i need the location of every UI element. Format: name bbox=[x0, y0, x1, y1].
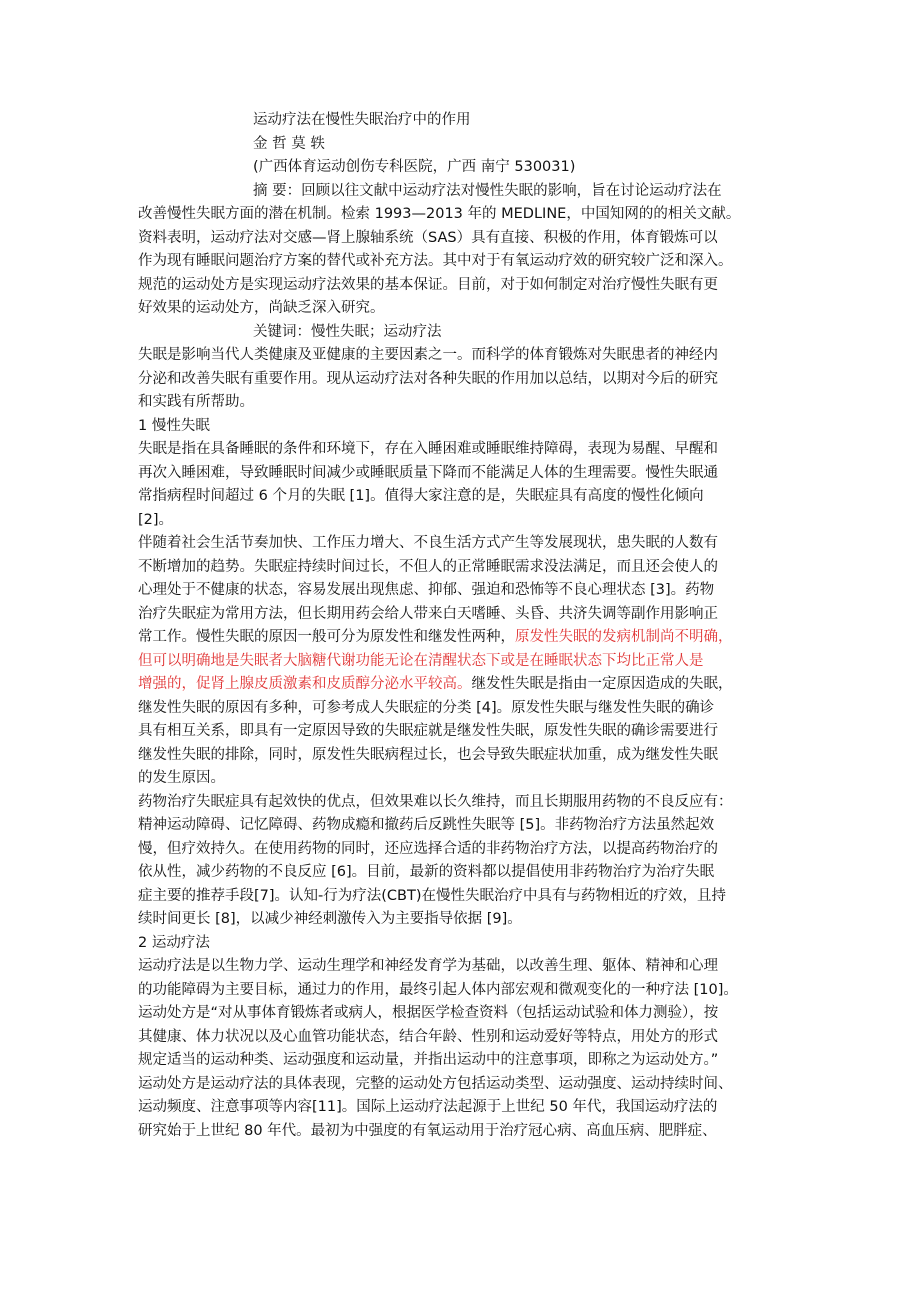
text-line: 继发性失眠的排除，同时，原发性失眠病程过长，也会导致失眠症状加重，成为继发性失眠 bbox=[138, 746, 718, 763]
text-line: 再次入睡困难，导致睡眠时间减少或睡眠质量下降而不能满足人体的生理需要。慢性失眠通 bbox=[138, 464, 718, 481]
text-line: 分泌和改善失眠有重要作用。现从运动疗法对各种失眠的作用加以总结，以期对今后的研究 bbox=[138, 370, 718, 387]
text-line: 失眠是影响当代人类健康及亚健康的主要因素之一。而科学的体育锻炼对失眠患者的神经内 bbox=[138, 347, 718, 363]
text-line: 常指病程时间超过 6 个月的失眠 [1]。值得大家注意的是，失眠症具有高度的慢性化倾向 bbox=[138, 488, 704, 504]
abstract-line: 规范的运动处方是实现运动疗法效果的基本保证。目前，对于如何制定对治疗慢性失眠有更 bbox=[138, 276, 718, 293]
text-line: 药物治疗失眠症具有起效快的优点，但效果难以长久维持，而且长期服用药物的不良反应有： bbox=[138, 793, 733, 810]
text-line: 的发生原因。 bbox=[138, 770, 225, 786]
text-line: 继发性失眠的原因有多种，可参考成人失眠症的分类 [4]。原发性失眠与继发性失眠的确诊 bbox=[138, 699, 715, 716]
text-line: 症主要的推荐手段[7]。认知-行为疗法(CBT)在慢性失眠治疗中具有与药物相近的疗效，且持 bbox=[138, 887, 727, 904]
text-line: 其健康、体力状况以及心血管功能状态，结合年龄、性别和运动爱好等特点，用处方的形式 bbox=[138, 1028, 718, 1045]
section2-paragraph-1 bbox=[138, 955, 783, 1143]
text-line: 具有相互关系，即具有一定原因导致的失眠症就是继发性失眠，原发性失眠的确诊需要进行 bbox=[138, 723, 718, 739]
abstract-line: 改善慢性失眠方面的潜在机制。检索 1993—2013 年的 MEDLINE，中国知网的的相关文献。 bbox=[138, 206, 741, 222]
keywords: 关键词：慢性失眠；运动疗法 bbox=[253, 323, 442, 340]
section1-paragraph-1 bbox=[138, 438, 783, 532]
text-line: 运动处方是运动疗法的具体表现，完整的运动处方包括运动类型、运动强度、运动持续时间、 bbox=[138, 1075, 733, 1092]
paper-affiliation: (广西体育运动创伤专科医院，广西 南宁 530031) bbox=[253, 159, 576, 175]
text-line: 精神运动障碍、记忆障碍、药物成瘾和撤药后反跳性失眠等 [5]。非药物治疗方法虽然起效 bbox=[138, 817, 715, 833]
abstract bbox=[138, 180, 783, 345]
text-line: 依从性，减少药物的不良反应 [6]。目前，最新的资料都以提倡使用非药物治疗为治疗失眠 bbox=[138, 864, 715, 880]
highlighted-text: 但可以明确地是失眠者大脑糖代谢功能无论在清醒状态下或是在睡眠状态下均比正常人是 bbox=[138, 652, 704, 669]
paper-title: 运动疗法在慢性失眠治疗中的作用 bbox=[253, 112, 471, 128]
abstract-line: 好效果的运动处方，尚缺乏深入研究。 bbox=[138, 300, 385, 316]
text-line: 运动疗法是以生物力学、运动生理学和神经发育学为基础，以改善生理、躯体、精神和心理 bbox=[138, 958, 718, 974]
abstract-line: 资料表明，运动疗法对交感—肾上腺轴系统（SAS）具有直接、积极的作用，体育锻炼可以 bbox=[138, 229, 718, 246]
text-line: 心理处于不健康的状态，容易发展出现焦虑、抑郁、强迫和恐怖等不良心理状态 [3]。药物 bbox=[138, 582, 715, 598]
text-line: 治疗失眠症为常用方法，但长期用药会给人带来白天嗜睡、头昏、共济失调等副作用影响正 bbox=[138, 605, 718, 622]
text-line: 和实践有所帮助。 bbox=[138, 394, 254, 410]
text-line: 运动处方是“对从事体育锻炼者或病人，根据医学检查资料（包括运动试验和体力测验），按 bbox=[138, 1005, 719, 1021]
paper-authors: 金 哲 莫 轶 bbox=[253, 135, 325, 152]
text-line bbox=[138, 626, 783, 650]
text-line bbox=[138, 673, 783, 697]
text-line: 伴随着社会生活节奏加快、工作压力增大、不良生活方式产生等发展现状，患失眠的人数有 bbox=[138, 535, 718, 551]
abstract-line: 作为现有睡眠问题治疗方案的替代或补充方法。其中对于有氧运动疗效的研究较广泛和深入。 bbox=[138, 253, 733, 269]
section-heading-1: 1 慢性失眠 bbox=[138, 417, 210, 434]
text-run: 常工作。慢性失眠的原因一般可分为原发性和继发性两种， bbox=[138, 629, 515, 645]
highlighted-text: 原发性失眠的发病机制尚不明确， bbox=[515, 629, 733, 645]
intro-paragraph bbox=[138, 344, 783, 415]
text-line: 运动频度、注意事项等内容[11]。国际上运动疗法起源于上世纪 50 年代，我国运动疗法的 bbox=[138, 1099, 718, 1115]
text-line: [2]。 bbox=[138, 511, 174, 528]
text-line: 失眠是指在具备睡眠的条件和环境下，存在入睡困难或睡眠维持障碍，表现为易醒、早醒和 bbox=[138, 441, 718, 457]
section1-paragraph-3 bbox=[138, 791, 783, 932]
text-line: 的功能障碍为主要目标，通过力的作用，最终引起人体内部宏观和微观变化的一种疗法 [10]。 bbox=[138, 981, 738, 998]
text-line: 规定适当的运动种类、运动强度和运动量，并指出运动中的注意事项，即称之为运动处方。” bbox=[138, 1052, 719, 1068]
text-line: 慢，但疗效持久。在使用药物的同时，还应选择合适的非药物治疗方法，以提高药物治疗的 bbox=[138, 840, 718, 857]
text-run: 继发性失眠是指由一定原因造成的失眠， bbox=[471, 676, 733, 692]
text-line: 不断增加的趋势。失眠症持续时间过长，不但人的正常睡眠需求没法满足，而且还会使人的 bbox=[138, 558, 718, 575]
text-line: 研究始于上世纪 80 年代。最初为中强度的有氧运动用于治疗冠心病、高血压病、肥胖症、 bbox=[138, 1122, 717, 1139]
section-heading-2: 2 运动疗法 bbox=[138, 934, 210, 951]
highlighted-text: 增强的，促肾上腺皮质激素和皮质醇分泌水平较高。 bbox=[138, 676, 472, 692]
document-page bbox=[138, 109, 783, 1143]
abstract-line: 摘 要：回顾以往文献中运动疗法对慢性失眠的影响，旨在讨论运动疗法在 bbox=[253, 182, 722, 199]
text-line: 续时间更长 [8]，以减少神经刺激传入为主要指导依据 [9]。 bbox=[138, 911, 522, 927]
section1-paragraph-2 bbox=[138, 532, 783, 791]
